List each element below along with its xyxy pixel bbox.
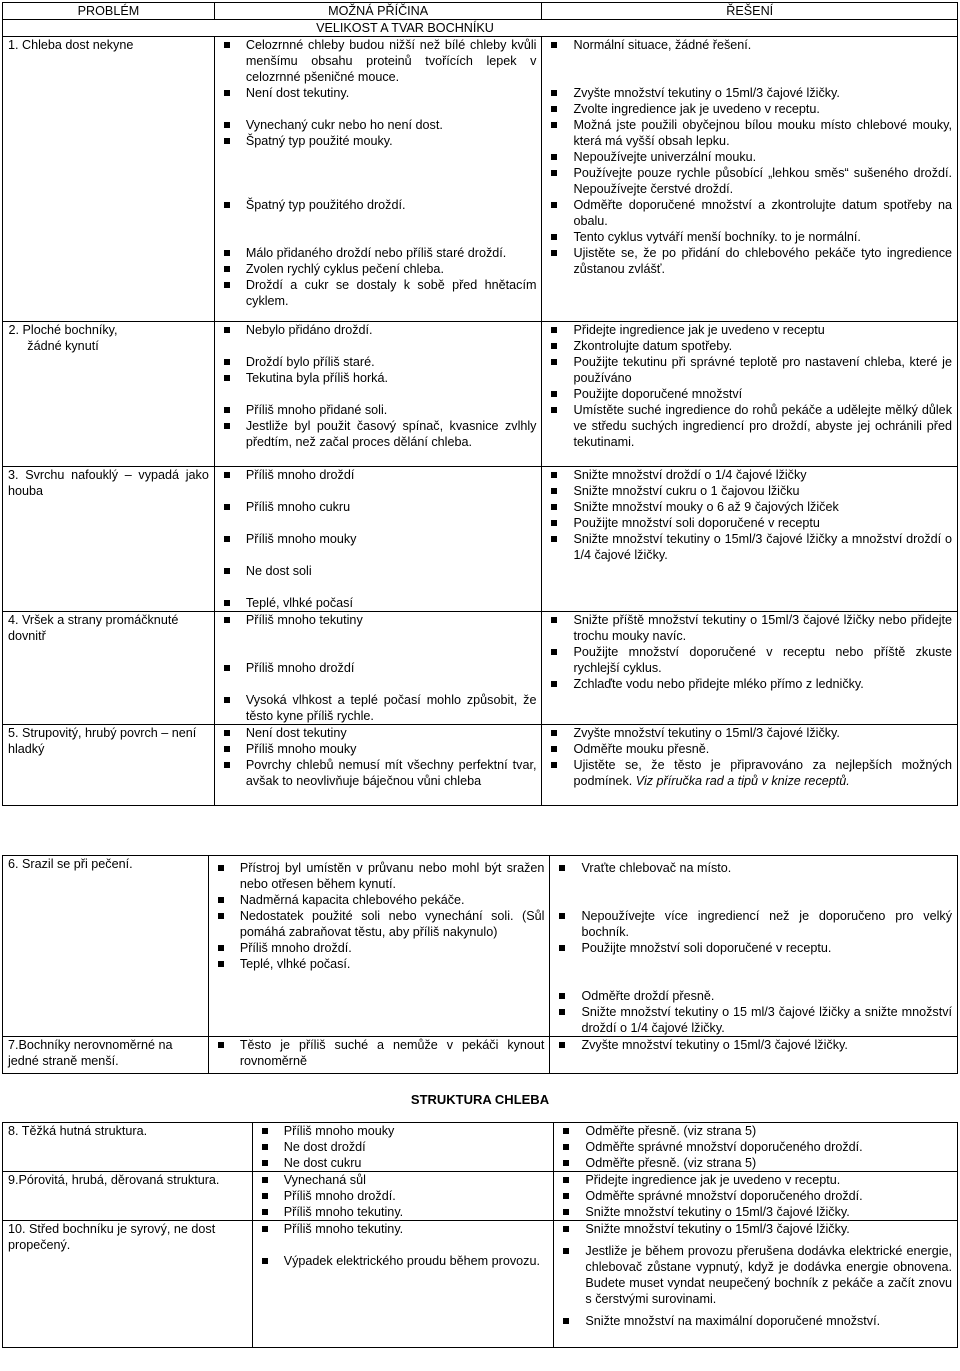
problem-text: 6. Srazil se při pečení. — [8, 857, 133, 871]
cause-cell — [208, 1037, 550, 1074]
problem-cell — [3, 1123, 253, 1172]
solution-text: Ujistěte se, že těsto je připravováno za nejlepších možných podmínek. — [573, 758, 952, 788]
list-item: Odměřte doporučené množství a zkontrolujte datum spotřeby na obalu. — [547, 197, 952, 229]
list-item: Odměřte mouku přesně. — [547, 741, 952, 757]
list-item: Vynechaný cukr nebo ho není dost. — [220, 117, 537, 133]
table-row — [3, 1221, 958, 1348]
list-item: Vysoká vlhkost a teplé počasí mohlo způsobit, že těsto kyne příliš rychle. — [220, 692, 537, 724]
section-title-bread-structure: STRUKTURA CHLEBA — [410, 1092, 550, 1107]
list-item: Málo přidaného droždí nebo příliš staré droždí. — [220, 245, 537, 261]
list-item: Snižte množství tekutiny o 15ml/3 čajové lžičky. — [559, 1204, 952, 1220]
problem-cell — [3, 1037, 209, 1074]
list-item: Těsto je příliš suché a nemůže v pekáči kynout rovnoměrně — [214, 1037, 545, 1069]
list-item: Zvyšte množství tekutiny o 15ml/3 čajové lžičky. — [555, 1037, 952, 1053]
list-item: Použijte množství soli doporučené v receptu — [547, 515, 952, 531]
list-item: Snižte množství tekutiny o 15ml/3 čajové lžičky. — [559, 1221, 952, 1237]
list-item: Droždí a cukr se dostaly k sobě před hnětacím cyklem. — [220, 277, 537, 309]
list-item: Ne dost cukru — [258, 1155, 549, 1171]
list-item: Snižte množství mouky o 6 až 9 čajových lžiček — [547, 499, 952, 515]
solution-cell — [542, 467, 958, 612]
cause-cell — [208, 856, 550, 1037]
list-item: Vynechaná sůl — [258, 1172, 549, 1188]
list-item: Snižte množství tekutiny o 15 ml/3 čajové lžičky a snižte množství droždí o 1/4 čajové lžičky. — [555, 1004, 952, 1036]
table-row — [3, 725, 958, 806]
table-row — [3, 1123, 958, 1172]
solution-cell — [542, 612, 958, 725]
section-title-size-shape: VELIKOST A TVAR BOCHNÍKU — [3, 20, 958, 37]
problem-cell — [3, 1221, 253, 1348]
problem-text: 7.Bochníky nerovnoměrné na jedné straně menší. — [8, 1038, 173, 1068]
cause-cell — [214, 37, 542, 322]
cause-cell — [252, 1221, 554, 1348]
list-item: Odměřte správné množství doporučeného droždí. — [559, 1139, 952, 1155]
list-item: Přístroj byl umístěn v průvanu nebo mohl být sražen nebo otřesen během kynutí. — [214, 860, 545, 892]
list-item: Ne dost droždí — [258, 1139, 549, 1155]
list-item: Odměřte správné množství doporučeného droždí. — [559, 1188, 952, 1204]
list-item: Špatný typ použitého droždí. — [220, 197, 537, 213]
list-item: Špatný typ použité mouky. — [220, 133, 537, 149]
list-item: Příliš mnoho droždí — [220, 660, 537, 676]
list-item: Povrchy chlebů nemusí mít všechny perfektní tvar, avšak to neovlivňuje báječnou vůni chleba — [220, 757, 537, 789]
list-item: Přidejte ingredience jak je uvedeno v receptu. — [559, 1172, 952, 1188]
list-item: Jestliže je během provozu přerušena dodávka elektrické energie, chlebovač zůstane vypnutý, když je dodávka energie obnovena. Budete muset vyndat neupečený bochník z pekáče a začít znovu s čerstvými surovinami. — [559, 1243, 952, 1307]
problem-text: 8. Těžká hutná struktura. — [8, 1124, 148, 1138]
table-bread-structure — [2, 1122, 958, 1348]
problem-text: 4. Vršek a strany promáčknuté dovnitř — [8, 613, 179, 643]
table-size-shape-continued — [2, 855, 958, 1074]
list-item: Příliš mnoho cukru — [220, 499, 537, 515]
problem-cell — [3, 725, 215, 806]
section-row — [3, 20, 958, 37]
list-item: Výpadek elektrického proudu během provozu. — [258, 1253, 549, 1269]
problem-text: 2. Ploché bochníky, žádné kynutí — [8, 323, 118, 353]
problem-cell — [3, 856, 209, 1037]
problem-text: 5. Strupovitý, hrubý povrch – není hladký — [8, 726, 197, 756]
problem-text: 1. Chleba dost nekyne — [8, 38, 134, 52]
list-item: Příliš mnoho tekutiny — [220, 612, 537, 628]
list-item: Nebylo přidáno droždí. — [220, 322, 537, 338]
header-solution: ŘEŠENÍ — [542, 3, 958, 20]
list-item: Použijte doporučené množství — [547, 386, 952, 402]
list-item: Tento cyklus vytváří menší bochníky. to je normální. — [547, 229, 952, 245]
header-problem: PROBLÉM — [3, 3, 215, 20]
solution-cell — [554, 1172, 958, 1221]
list-item: Není dost tekutiny — [220, 725, 537, 741]
list-item: Umístěte suché ingredience do rohů pekáče a udělejte mělký důlek ve středu suchých ingrediencí pro droždí, abyste jej ochránili před tekutinami. — [547, 402, 952, 450]
list-item: Nadměrná kapacita chlebového pekáče. — [214, 892, 545, 908]
table-size-shape — [2, 2, 958, 806]
list-item: Nepoužívejte univerzální mouku. — [547, 149, 952, 165]
list-item: Normální situace, žádné řešení. — [547, 37, 952, 53]
list-item: Používejte pouze rychle působící „lehkou směs“ sušeného droždí. Nepoužívejte čerstvé droždí. — [547, 165, 952, 197]
list-item: Příliš mnoho mouky — [220, 741, 537, 757]
list-item: Zvyšte množství tekutiny o 15ml/3 čajové lžičky. — [547, 725, 952, 741]
list-item: Zvolte ingredience jak je uvedeno v receptu. — [547, 101, 952, 117]
table-row — [3, 1172, 958, 1221]
list-item: Droždí bylo příliš staré. — [220, 354, 537, 370]
list-item: Příliš mnoho mouky — [258, 1123, 549, 1139]
list-item: Není dost tekutiny. — [220, 85, 537, 101]
table-row — [3, 467, 958, 612]
table-row — [3, 612, 958, 725]
list-item: Použijte tekutinu při správné teplotě pro nastavení chleba, které je používáno — [547, 354, 952, 386]
list-item: Odměřte droždí přesně. — [555, 988, 952, 1004]
problem-cell — [3, 1172, 253, 1221]
solution-cell — [542, 725, 958, 806]
list-item: Příliš mnoho přidané soli. — [220, 402, 537, 418]
solution-cell — [554, 1123, 958, 1172]
solution-cell — [550, 856, 958, 1037]
problem-text: 10. Střed bochníku je syrový, ne dost propečený. — [8, 1222, 216, 1252]
list-item: Možná jste použili obyčejnou bílou mouku místo chlebové mouky, která má vyšší obsah lepku. — [547, 117, 952, 149]
solution-cell — [554, 1221, 958, 1348]
problem-text: 9.Pórovitá, hrubá, děrovaná struktura. — [8, 1173, 220, 1187]
table-row — [3, 322, 958, 467]
cause-cell — [214, 467, 542, 612]
table-row — [3, 856, 958, 1037]
list-item: Příliš mnoho tekutiny. — [258, 1204, 549, 1220]
list-item: Vraťte chlebovač na místo. — [555, 860, 952, 876]
list-item: Zchlaďte vodu nebo přidejte mléko přímo z ledničky. — [547, 676, 952, 692]
list-item: Odměřte přesně. (viz strana 5) — [559, 1123, 952, 1139]
list-item: Snižte množství cukru o 1 čajovou lžičku — [547, 483, 952, 499]
list-item: Příliš mnoho tekutiny. — [258, 1221, 549, 1237]
list-item: Zvolen rychlý cyklus pečení chleba. — [220, 261, 537, 277]
problem-cell — [3, 322, 215, 467]
problem-text: 3. Svrchu nafouklý – vypadá jako houba — [8, 468, 209, 498]
cause-cell — [214, 612, 542, 725]
list-item: Celozrnné chleby budou nižší než bílé chleby kvůli menšímu obsahu proteinů tvořících lepek v celozrnné pšeničné mouce. — [220, 37, 537, 85]
problem-cell — [3, 37, 215, 322]
solution-cell — [542, 37, 958, 322]
list-item: Teplé, vlhké počasí. — [214, 956, 545, 972]
cause-cell — [214, 322, 542, 467]
list-item: Snižte množství na maximální doporučené množství. — [559, 1313, 952, 1329]
list-item: Použijte množství doporučené v receptu nebo příště zkuste rychlejší cyklus. — [547, 644, 952, 676]
list-item — [547, 757, 952, 789]
list-item: Snižte množství droždí o 1/4 čajové lžičky — [547, 467, 952, 483]
cause-cell — [252, 1172, 554, 1221]
list-item: Přidejte ingredience jak je uvedeno v receptu — [547, 322, 952, 338]
list-item: Příliš mnoho mouky — [220, 531, 537, 547]
list-item: Tekutina byla příliš horká. — [220, 370, 537, 386]
cause-cell — [214, 725, 542, 806]
list-item: Použijte množství soli doporučené v receptu. — [555, 940, 952, 956]
list-item: Ne dost soli — [220, 563, 537, 579]
list-item: Příliš mnoho droždí. — [258, 1188, 549, 1204]
cause-cell — [252, 1123, 554, 1172]
list-item: Nedostatek použité soli nebo vynechání soli. (Sůl pomáhá zabraňovat těstu, aby příliš nakynulo) — [214, 908, 545, 940]
header-cause: MOŽNÁ PŘÍČINA — [214, 3, 542, 20]
list-item: Snižte příště množství tekutiny o 15ml/3 čajové lžičky nebo přidejte trochu mouky navíc. — [547, 612, 952, 644]
problem-cell — [3, 467, 215, 612]
problem-cell — [3, 612, 215, 725]
list-item: Jestliže byl použit časový spínač, kvasnice zvlhly předtím, než začal proces dělání chleba. — [220, 418, 537, 450]
solution-cell — [542, 322, 958, 467]
table-row — [3, 1037, 958, 1074]
list-item: Zvyšte množství tekutiny o 15ml/3 čajové lžičky. — [547, 85, 952, 101]
list-item: Příliš mnoho droždí — [220, 467, 537, 483]
list-item: Snižte množství tekutiny o 15ml/3 čajové lžičky a množství droždí o 1/4 čajové lžičky. — [547, 531, 952, 563]
list-item: Odměřte přesně. (viz strana 5) — [559, 1155, 952, 1171]
list-item: Nepoužívejte více ingrediencí než je doporučeno pro velký bochník. — [555, 908, 952, 940]
solution-cell — [550, 1037, 958, 1074]
list-item: Ujistěte se, že po přidání do chlebového pekáče tyto ingredience zůstanou zvlášť. — [547, 245, 952, 277]
header-row — [3, 3, 958, 20]
list-item: Teplé, vlhké počasí — [220, 595, 537, 611]
table-row — [3, 37, 958, 322]
list-item: Zkontrolujte datum spotřeby. — [547, 338, 952, 354]
recipe-book-reference: Viz příručka rad a tipů v knize receptů. — [635, 774, 850, 788]
list-item: Příliš mnoho droždí. — [214, 940, 545, 956]
